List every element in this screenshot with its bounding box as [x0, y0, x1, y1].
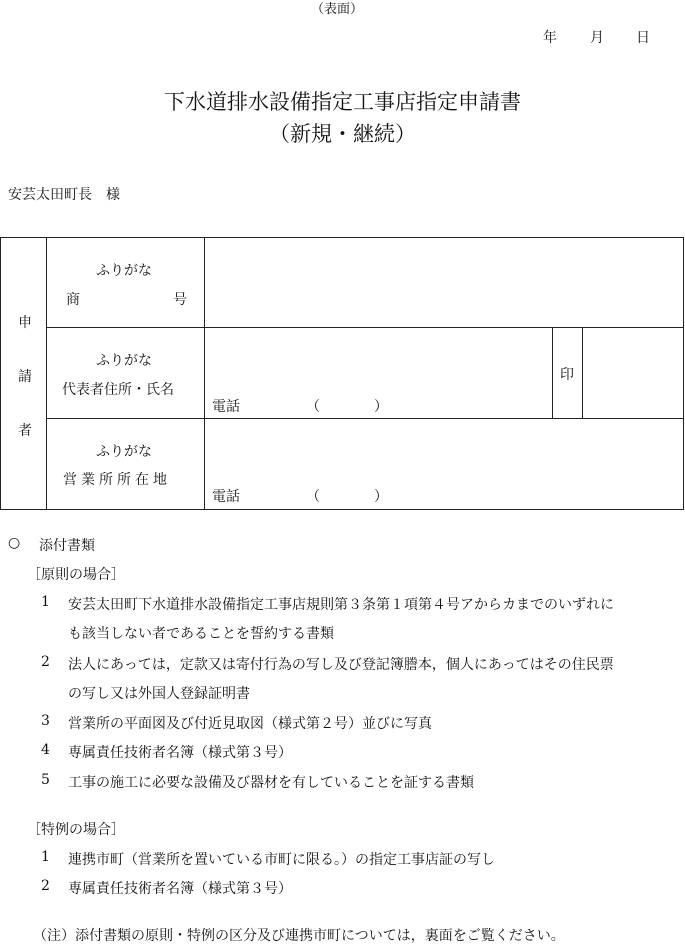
principle-item-5-num: 5	[41, 772, 50, 788]
seal-label: 印	[560, 367, 574, 383]
representative-field[interactable]	[206, 329, 550, 389]
attachments-note: （注）添付書類の原則・特例の区分及び連携市町については，裏面をご覧ください。	[33, 928, 565, 944]
principle-item-1-line2: も該当しない者であることを誓約する書類	[68, 626, 334, 642]
divider	[204, 237, 205, 510]
office-field[interactable]	[206, 420, 682, 478]
principle-item-4-line1: 専属責任技術者名簿（様式第３号）	[68, 745, 292, 761]
office-label: 営業所所在地	[63, 472, 171, 488]
principle-heading: ［原則の場合］	[27, 567, 125, 583]
divider	[46, 418, 684, 419]
special-item-1-line1: 連携市町（営業所を置いている市町に限る。）の指定工事店証の写し	[68, 852, 495, 868]
special-item-1-num: 1	[41, 849, 50, 865]
principle-item-2-num: 2	[41, 654, 50, 670]
principle-item-2-line2: の写し又は外国人登録証明書	[68, 686, 250, 702]
representative-phone-close: ）	[374, 399, 388, 415]
office-phone-close: ）	[374, 489, 388, 505]
seal-field[interactable]	[584, 329, 682, 416]
applicant-label-3: 者	[18, 423, 32, 439]
attachments-bullet: ○	[8, 535, 21, 551]
representative-label: 代表者住所・氏名	[62, 382, 174, 398]
representative-phone-open: （	[306, 399, 320, 415]
office-furigana: ふりがな	[96, 444, 152, 460]
page-side-label: （表面）	[311, 2, 364, 17]
divider	[552, 327, 553, 418]
page-title: 下水道排水設備指定工事店指定申請書	[164, 90, 521, 114]
trade-name-field[interactable]	[206, 239, 682, 326]
principle-item-5-line1: 工事の施工に必要な設備及び器材を有していることを証する書類	[68, 775, 474, 791]
date-day: 日	[636, 30, 650, 46]
principle-item-2-line1: 法人にあっては，定款又は寄付行為の写し及び登記簿謄本，個人にあってはその住民票	[68, 657, 614, 673]
special-item-2-line1: 専属責任技術者名簿（様式第３号）	[68, 881, 292, 897]
representative-phone-label: 電話	[212, 399, 240, 415]
page-subtitle: （新規・継続）	[269, 122, 416, 146]
principle-item-3-line1: 営業所の平面図及び付近見取図（様式第２号）並びに写真	[68, 716, 432, 732]
trade-name-label-2: 号	[173, 292, 187, 308]
principle-item-1-num: 1	[41, 594, 50, 610]
representative-furigana: ふりがな	[96, 353, 152, 369]
office-phone-field[interactable]	[322, 484, 376, 504]
attachments-heading: 添付書類	[39, 538, 95, 554]
divider	[582, 327, 583, 418]
trade-name-furigana: ふりがな	[96, 263, 152, 279]
applicant-label-1: 申	[18, 315, 32, 331]
divider	[46, 327, 684, 328]
principle-item-3-num: 3	[41, 713, 50, 729]
principle-item-4-num: 4	[41, 742, 50, 758]
trade-name-label-1: 商	[66, 292, 80, 308]
office-phone-label: 電話	[212, 489, 240, 505]
addressee: 安芸太田町長 様	[8, 187, 120, 203]
special-item-2-num: 2	[41, 878, 50, 894]
principle-item-1-line1: 安芸太田町下水道排水設備指定工事店規則第３条第１項第４号アからカまでのいずれに	[68, 597, 614, 613]
date-year: 年	[543, 30, 557, 46]
applicant-label-2: 請	[18, 369, 32, 385]
special-heading: ［特例の場合］	[27, 822, 125, 838]
date-month: 月	[590, 30, 604, 46]
representative-phone-field[interactable]	[322, 394, 376, 414]
divider	[46, 237, 47, 510]
office-phone-open: （	[306, 489, 320, 505]
